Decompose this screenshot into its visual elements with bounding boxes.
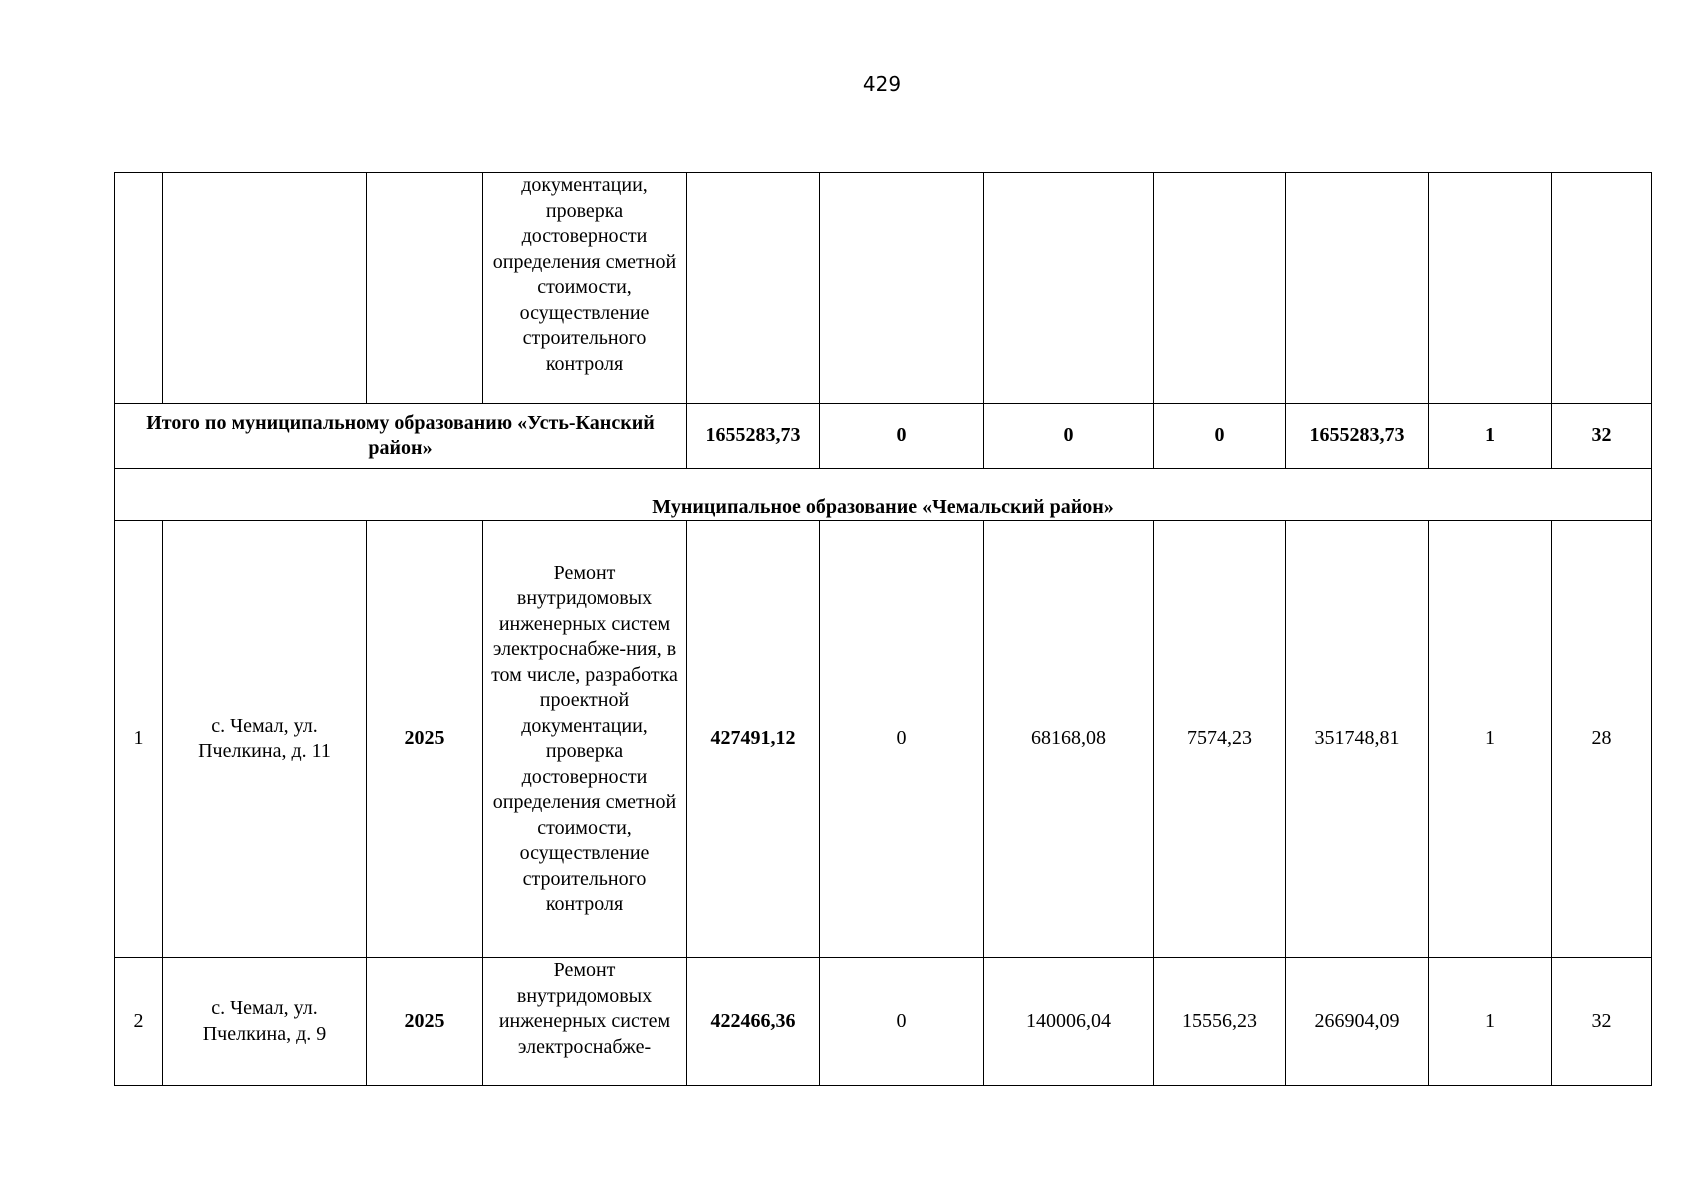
cell-owners	[1286, 173, 1429, 404]
cell-total-cost: 422466,36	[687, 958, 820, 1086]
cell-address: с. Чемал, ул. Пчелкина, д. 11	[163, 521, 367, 958]
cell-republic: 140006,04	[984, 958, 1154, 1086]
cell-owners: 266904,09	[1286, 958, 1429, 1086]
cell-count	[1429, 173, 1552, 404]
cell-work-description: документации, проверка достоверности определения сметной стоимости, осуществление строительного контроля	[483, 173, 687, 404]
cell-count: 1	[1429, 958, 1552, 1086]
cell-year: 2025	[367, 958, 483, 1086]
cell-fund: 0	[820, 521, 984, 958]
total-count: 1	[1429, 404, 1552, 469]
cell-last: 28	[1552, 521, 1652, 958]
table-row	[115, 521, 1652, 958]
cell-num: 1	[115, 521, 163, 958]
cell-fund: 0	[820, 958, 984, 1086]
cell-num	[115, 173, 163, 404]
total-owners: 1655283,73	[1286, 404, 1429, 469]
cell-total-cost: 427491,12	[687, 521, 820, 958]
cell-address	[163, 173, 367, 404]
section-header-row	[115, 469, 1652, 521]
total-row	[115, 404, 1652, 469]
cell-count: 1	[1429, 521, 1552, 958]
cell-owners: 351748,81	[1286, 521, 1429, 958]
total-fund: 0	[820, 404, 984, 469]
cell-republic: 68168,08	[984, 521, 1154, 958]
cell-address: с. Чемал, ул. Пчелкина, д. 9	[163, 958, 367, 1086]
table-row	[115, 958, 1652, 1086]
cell-year: 2025	[367, 521, 483, 958]
cell-republic	[984, 173, 1154, 404]
cell-local: 15556,23	[1154, 958, 1286, 1086]
total-label: Итого по муниципальному образованию «Усть-Канский район»	[115, 404, 687, 469]
total-local: 0	[1154, 404, 1286, 469]
cell-year	[367, 173, 483, 404]
total-cost: 1655283,73	[687, 404, 820, 469]
total-last: 32	[1552, 404, 1652, 469]
cell-local: 7574,23	[1154, 521, 1286, 958]
cell-local	[1154, 173, 1286, 404]
cell-fund	[820, 173, 984, 404]
cell-last	[1552, 173, 1652, 404]
cell-total-cost	[687, 173, 820, 404]
section-title: Муниципальное образование «Чемальский район»	[115, 469, 1652, 521]
cell-num: 2	[115, 958, 163, 1086]
total-republic: 0	[984, 404, 1154, 469]
repair-program-table	[114, 172, 1652, 1086]
page-number: 429	[862, 72, 902, 96]
cell-last: 32	[1552, 958, 1652, 1086]
continuation-row	[115, 173, 1652, 404]
cell-work-description: Ремонт внутридомовых инженерных систем электроснабже-	[483, 958, 687, 1086]
cell-work-description: Ремонт внутридомовых инженерных систем электроснабже-ния, в том числе, разработка проектной документации, проверка достоверности определения сметной стоимости, осуществление строительного контроля	[483, 521, 687, 958]
